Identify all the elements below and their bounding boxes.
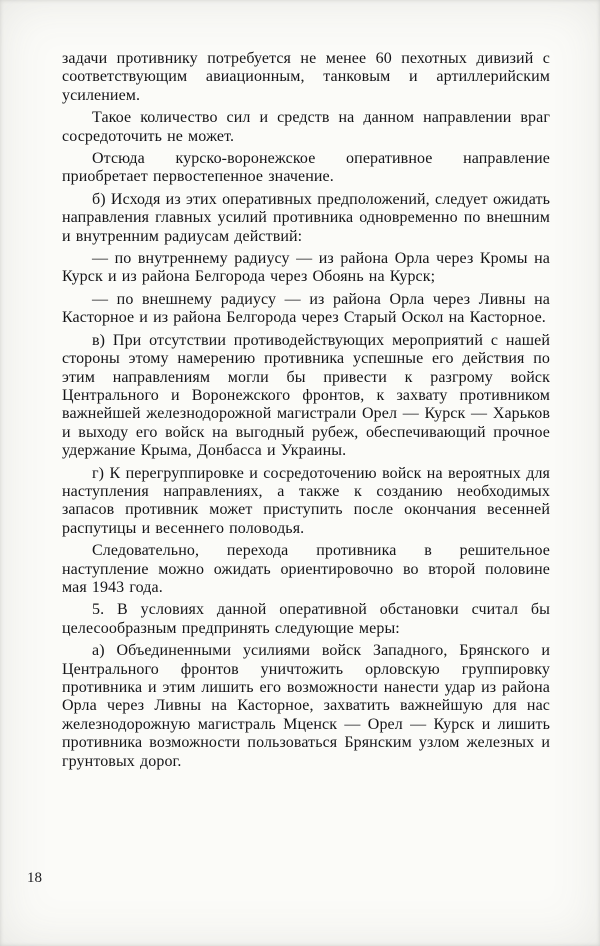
paragraph: задачи противнику потребуется не менее 60 пехотных дивизий с соответствующим авиационным, танковым и артиллерийским усилением. (62, 50, 550, 104)
paragraph: Следовательно, перехода противника в решительное наступление можно ожидать ориентировочно во второй половине мая 1943 года. (62, 542, 550, 596)
paragraph: б) Исходя из этих оперативных предположений, следует ожидать направления главных усилий противника одновременно по внешним и внутренним радиусам действий: (62, 190, 550, 245)
paragraph: — по внешнему радиусу — из района Орла через Ливны на Касторное и из района Белгорода через Старый Оскол на Касторное. (62, 290, 550, 327)
paragraph: Такое количество сил и средств на данном направлении враг сосредоточить не может. (62, 109, 550, 145)
paragraph: а) Объединенными усилиями войск Западного, Брянского и Центрального фронтов уничтожить орловскую группировку противника и этим лишить его возможности нанести удар из района Орла через Ливны на Касторное, захватить важнейшую для нас железнодорожную магистраль Мценск — Орел — Курск и лишить противника возможности пользоваться Брянским узлом железных и грунтовых дорог. (62, 642, 550, 770)
paragraph: в) При отсутствии противодействующих мероприятий с нашей стороны этому намерению противника успешные его действия по этим направлениям могли бы привести к разгрому войск Центрального и Воронежского фронтов, к захвату противником важнейшей железнодорожной магистрали Орел — Курск — Харьков и выходу его войск на выгодный рубеж, обеспечивающий прочное удержание Крыма, Донбасса и Украины. (62, 331, 550, 460)
paragraph: 5. В условиях данной оперативной обстановки считал бы целесообразным предпринять следующие меры: (62, 601, 550, 637)
paragraph: г) К перегруппировке и сосредоточению войск на вероятных для наступления направлениях, а также к созданию необходимых запасов противник может приступить после окончания весенней распутицы и весеннего половодья. (62, 464, 550, 537)
paragraph: — по внутреннему радиусу — из района Орла через Кромы на Курск и из района Белгорода через Обоянь на Курск; (62, 250, 550, 286)
paragraph: Отсюда курско-воронежское оперативное направление приобретает первостепенное значение. (62, 150, 550, 186)
page-number: 18 (27, 870, 42, 886)
page-text (62, 50, 550, 775)
